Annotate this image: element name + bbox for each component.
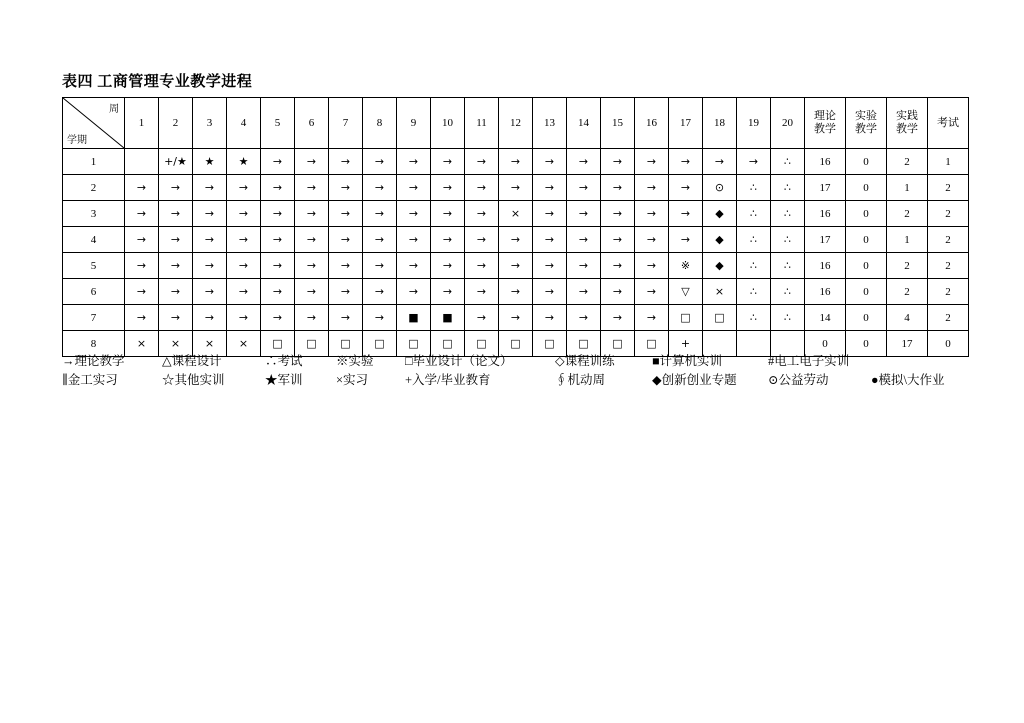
week-cell: → bbox=[363, 227, 397, 253]
week-cell: → bbox=[465, 253, 499, 279]
week-cell: ∴ bbox=[771, 279, 805, 305]
legend-item: ∮机动周 bbox=[555, 373, 606, 387]
summary-cell: 17 bbox=[805, 227, 846, 253]
summary-cell: 2 bbox=[928, 279, 969, 305]
week-cell: ★ bbox=[227, 149, 261, 175]
week-cell: → bbox=[227, 227, 261, 253]
week-cell: → bbox=[431, 175, 465, 201]
week-cell: → bbox=[567, 149, 601, 175]
week-cell: → bbox=[159, 175, 193, 201]
week-header-7: 7 bbox=[329, 98, 363, 149]
week-cell: → bbox=[193, 175, 227, 201]
week-cell: ▽ bbox=[669, 279, 703, 305]
week-cell: → bbox=[295, 149, 329, 175]
week-cell: → bbox=[261, 253, 295, 279]
week-cell: → bbox=[261, 227, 295, 253]
week-cell: → bbox=[261, 279, 295, 305]
week-cell: × bbox=[125, 331, 159, 357]
week-cell: ∴ bbox=[771, 175, 805, 201]
week-cell: □ bbox=[533, 331, 567, 357]
summary-cell: 17 bbox=[887, 331, 928, 357]
week-cell: → bbox=[397, 279, 431, 305]
summary-cell: 2 bbox=[887, 149, 928, 175]
table-row bbox=[63, 253, 969, 279]
week-cell: → bbox=[397, 227, 431, 253]
week-cell: → bbox=[431, 227, 465, 253]
week-cell: □ bbox=[363, 331, 397, 357]
summary-header-exam bbox=[928, 98, 969, 149]
week-cell: ∴ bbox=[771, 305, 805, 331]
summary-header-theory bbox=[805, 98, 846, 149]
week-cell: → bbox=[465, 175, 499, 201]
week-cell: ∴ bbox=[737, 175, 771, 201]
week-cell: → bbox=[703, 149, 737, 175]
legend-item: △课程设计 bbox=[162, 354, 222, 368]
week-header-12: 12 bbox=[499, 98, 533, 149]
week-header-4: 4 bbox=[227, 98, 261, 149]
legend-item: ◇课程训练 bbox=[555, 354, 615, 368]
week-cell: → bbox=[329, 253, 363, 279]
week-cell: → bbox=[397, 175, 431, 201]
summary-cell: 2 bbox=[928, 305, 969, 331]
week-cell: ∴ bbox=[737, 279, 771, 305]
week-cell: → bbox=[329, 305, 363, 331]
week-cell: □ bbox=[635, 331, 669, 357]
week-cell: ∴ bbox=[737, 201, 771, 227]
week-cell: → bbox=[329, 279, 363, 305]
legend-item: ∥金工实习 bbox=[62, 373, 118, 387]
table-row bbox=[63, 201, 969, 227]
summary-cell: 0 bbox=[846, 279, 887, 305]
week-cell: → bbox=[533, 175, 567, 201]
week-cell: → bbox=[499, 305, 533, 331]
week-cell: → bbox=[635, 279, 669, 305]
legend-item: ◆创新创业专题 bbox=[652, 373, 737, 387]
legend-item: ⊙公益劳动 bbox=[768, 373, 829, 387]
summary-cell: 17 bbox=[805, 175, 846, 201]
week-cell: → bbox=[601, 149, 635, 175]
summary-header-experiment-line1: 实验 bbox=[855, 110, 877, 123]
week-cell: → bbox=[193, 279, 227, 305]
week-cell: ◆ bbox=[703, 253, 737, 279]
week-header-9: 9 bbox=[397, 98, 431, 149]
week-cell: ∴ bbox=[737, 227, 771, 253]
summary-cell: 2 bbox=[928, 227, 969, 253]
week-cell: □ bbox=[261, 331, 295, 357]
summary-cell: 0 bbox=[846, 305, 887, 331]
week-cell: → bbox=[193, 227, 227, 253]
week-cell: → bbox=[227, 175, 261, 201]
week-cell: ∴ bbox=[737, 305, 771, 331]
week-cell: □ bbox=[431, 331, 465, 357]
summary-cell: 0 bbox=[846, 201, 887, 227]
legend-item: □毕业设计（论文） bbox=[405, 354, 513, 368]
legend-item: →理论教学 bbox=[62, 354, 125, 368]
term-cell: 5 bbox=[63, 253, 125, 279]
summary-header-practice bbox=[887, 98, 928, 149]
corner-week-label: 周 bbox=[109, 104, 119, 115]
week-cell: → bbox=[295, 279, 329, 305]
legend-item: ∴考试 bbox=[265, 354, 303, 368]
week-cell: × bbox=[499, 201, 533, 227]
week-header-6: 6 bbox=[295, 98, 329, 149]
summary-cell: 16 bbox=[805, 201, 846, 227]
term-cell: 7 bbox=[63, 305, 125, 331]
week-cell: → bbox=[601, 253, 635, 279]
week-cell: → bbox=[397, 201, 431, 227]
summary-header-practice-line1: 实践 bbox=[896, 110, 918, 123]
summary-cell: 2 bbox=[928, 175, 969, 201]
week-header-17: 17 bbox=[669, 98, 703, 149]
summary-header-theory-line2: 教学 bbox=[814, 123, 836, 135]
week-cell: → bbox=[227, 279, 261, 305]
table-row bbox=[63, 227, 969, 253]
table-header-row bbox=[63, 98, 969, 149]
week-cell: → bbox=[159, 227, 193, 253]
term-cell: 2 bbox=[63, 175, 125, 201]
week-cell: □ bbox=[601, 331, 635, 357]
summary-header-experiment bbox=[846, 98, 887, 149]
week-cell: → bbox=[363, 305, 397, 331]
legend-item: ★军训 bbox=[265, 373, 303, 387]
legend-item: ×实习 bbox=[336, 373, 369, 387]
week-cell: → bbox=[465, 305, 499, 331]
week-cell: → bbox=[193, 305, 227, 331]
week-cell: → bbox=[227, 305, 261, 331]
week-cell: → bbox=[125, 279, 159, 305]
week-cell: → bbox=[125, 201, 159, 227]
week-cell: × bbox=[193, 331, 227, 357]
week-cell: → bbox=[295, 227, 329, 253]
week-cell: × bbox=[227, 331, 261, 357]
corner-term-label: 学期 bbox=[67, 135, 87, 146]
week-header-20: 20 bbox=[771, 98, 805, 149]
week-cell: → bbox=[567, 253, 601, 279]
week-cell: → bbox=[193, 253, 227, 279]
week-cell: □ bbox=[397, 331, 431, 357]
week-cell: → bbox=[159, 253, 193, 279]
summary-cell: 0 bbox=[846, 331, 887, 357]
legend-item: ☆其他实训 bbox=[162, 373, 225, 387]
term-cell: 1 bbox=[63, 149, 125, 175]
table-row bbox=[63, 305, 969, 331]
week-cell: → bbox=[431, 253, 465, 279]
week-cell: → bbox=[635, 149, 669, 175]
week-cell: → bbox=[125, 227, 159, 253]
week-header-1: 1 bbox=[125, 98, 159, 149]
week-cell: → bbox=[261, 149, 295, 175]
week-cell: → bbox=[431, 149, 465, 175]
week-cell: → bbox=[159, 201, 193, 227]
week-cell: → bbox=[567, 227, 601, 253]
week-cell: → bbox=[363, 149, 397, 175]
week-cell: → bbox=[363, 279, 397, 305]
term-cell: 3 bbox=[63, 201, 125, 227]
week-cell: → bbox=[193, 201, 227, 227]
summary-cell: 16 bbox=[805, 253, 846, 279]
week-cell: → bbox=[363, 253, 397, 279]
summary-header-practice-line2: 教学 bbox=[896, 123, 918, 135]
summary-cell: 2 bbox=[887, 201, 928, 227]
week-cell: ∴ bbox=[771, 149, 805, 175]
week-cell: ※ bbox=[669, 253, 703, 279]
week-header-15: 15 bbox=[601, 98, 635, 149]
week-header-18: 18 bbox=[703, 98, 737, 149]
week-cell: □ bbox=[465, 331, 499, 357]
week-cell: → bbox=[499, 227, 533, 253]
week-cell: → bbox=[329, 149, 363, 175]
week-cell: → bbox=[533, 149, 567, 175]
table-row bbox=[63, 149, 969, 175]
summary-cell: 2 bbox=[928, 201, 969, 227]
week-cell: × bbox=[159, 331, 193, 357]
summary-header-exam-line1: 考试 bbox=[937, 116, 959, 129]
week-cell: → bbox=[499, 175, 533, 201]
week-cell: → bbox=[635, 227, 669, 253]
week-cell: × bbox=[703, 279, 737, 305]
week-cell: → bbox=[635, 175, 669, 201]
week-cell: → bbox=[261, 201, 295, 227]
week-header-8: 8 bbox=[363, 98, 397, 149]
summary-cell: 0 bbox=[928, 331, 969, 357]
week-header-13: 13 bbox=[533, 98, 567, 149]
week-cell: → bbox=[499, 279, 533, 305]
teaching-schedule-table bbox=[62, 97, 969, 357]
summary-cell: 16 bbox=[805, 149, 846, 175]
week-cell: → bbox=[363, 201, 397, 227]
week-cell: → bbox=[329, 175, 363, 201]
legend-row-1 bbox=[62, 352, 945, 371]
week-cell: → bbox=[601, 175, 635, 201]
week-cell: → bbox=[125, 305, 159, 331]
summary-cell: 14 bbox=[805, 305, 846, 331]
week-cell: → bbox=[431, 201, 465, 227]
week-cell: → bbox=[601, 305, 635, 331]
week-cell: □ bbox=[499, 331, 533, 357]
week-header-3: 3 bbox=[193, 98, 227, 149]
table-body bbox=[63, 149, 969, 357]
week-cell: → bbox=[533, 305, 567, 331]
week-cell: → bbox=[465, 201, 499, 227]
week-cell: → bbox=[635, 253, 669, 279]
legend bbox=[62, 352, 945, 390]
week-cell: ◆ bbox=[703, 227, 737, 253]
week-header-10: 10 bbox=[431, 98, 465, 149]
week-cell: ∴ bbox=[737, 253, 771, 279]
week-header-16: 16 bbox=[635, 98, 669, 149]
week-cell: → bbox=[601, 201, 635, 227]
week-cell: → bbox=[329, 201, 363, 227]
week-cell: □ bbox=[295, 331, 329, 357]
week-cell: □ bbox=[703, 305, 737, 331]
week-cell: → bbox=[533, 253, 567, 279]
week-cell: → bbox=[159, 305, 193, 331]
week-cell: + bbox=[669, 331, 703, 357]
week-cell: → bbox=[363, 175, 397, 201]
week-cell: → bbox=[567, 201, 601, 227]
week-cell: → bbox=[295, 253, 329, 279]
week-cell: ★ bbox=[193, 149, 227, 175]
week-cell: → bbox=[227, 253, 261, 279]
week-header-2: 2 bbox=[159, 98, 193, 149]
legend-item: #电工电子实训 bbox=[768, 354, 850, 368]
week-cell: → bbox=[261, 305, 295, 331]
week-cell: → bbox=[669, 149, 703, 175]
week-cell: → bbox=[567, 279, 601, 305]
week-cell: → bbox=[567, 305, 601, 331]
table-row bbox=[63, 175, 969, 201]
week-cell: → bbox=[125, 253, 159, 279]
week-cell: → bbox=[669, 175, 703, 201]
summary-cell: 2 bbox=[887, 253, 928, 279]
summary-cell: 0 bbox=[846, 227, 887, 253]
legend-item: ■计算机实训 bbox=[652, 354, 723, 368]
week-cell: → bbox=[465, 227, 499, 253]
summary-cell: 0 bbox=[846, 175, 887, 201]
summary-cell: 2 bbox=[887, 279, 928, 305]
week-cell: → bbox=[533, 201, 567, 227]
week-cell: → bbox=[295, 201, 329, 227]
week-cell: → bbox=[635, 201, 669, 227]
legend-item: ●模拟\大作业 bbox=[871, 373, 945, 387]
week-cell: → bbox=[499, 149, 533, 175]
summary-header-theory-line1: 理论 bbox=[814, 110, 836, 123]
week-cell: ⊙ bbox=[703, 175, 737, 201]
table-header bbox=[63, 98, 969, 149]
week-cell: ∴ bbox=[771, 201, 805, 227]
summary-cell: 0 bbox=[846, 253, 887, 279]
week-header-5: 5 bbox=[261, 98, 295, 149]
week-cell: → bbox=[601, 227, 635, 253]
week-cell: □ bbox=[329, 331, 363, 357]
week-cell: ∴ bbox=[771, 227, 805, 253]
week-cell: → bbox=[125, 175, 159, 201]
week-cell: → bbox=[431, 279, 465, 305]
week-cell: → bbox=[533, 279, 567, 305]
week-cell: → bbox=[329, 227, 363, 253]
week-cell: → bbox=[669, 201, 703, 227]
term-cell: 4 bbox=[63, 227, 125, 253]
week-cell: → bbox=[635, 305, 669, 331]
week-cell: → bbox=[295, 305, 329, 331]
week-cell: ◆ bbox=[703, 201, 737, 227]
summary-cell: 1 bbox=[887, 227, 928, 253]
summary-cell: 0 bbox=[805, 331, 846, 357]
week-cell: □ bbox=[567, 331, 601, 357]
week-cell bbox=[125, 149, 159, 175]
summary-cell: 16 bbox=[805, 279, 846, 305]
summary-cell: 2 bbox=[928, 253, 969, 279]
summary-cell: 0 bbox=[846, 149, 887, 175]
table-row bbox=[63, 279, 969, 305]
week-cell: → bbox=[567, 175, 601, 201]
week-cell: → bbox=[601, 279, 635, 305]
corner-header-cell bbox=[63, 98, 125, 149]
week-cell: → bbox=[737, 149, 771, 175]
summary-cell: 4 bbox=[887, 305, 928, 331]
term-cell: 8 bbox=[63, 331, 125, 357]
week-cell: → bbox=[159, 279, 193, 305]
week-cell: → bbox=[227, 201, 261, 227]
week-cell: → bbox=[261, 175, 295, 201]
week-header-11: 11 bbox=[465, 98, 499, 149]
summary-cell: 1 bbox=[928, 149, 969, 175]
week-cell: → bbox=[295, 175, 329, 201]
legend-item: +入学/毕业教育 bbox=[405, 373, 491, 387]
week-cell: □ bbox=[669, 305, 703, 331]
week-header-14: 14 bbox=[567, 98, 601, 149]
week-header-19: 19 bbox=[737, 98, 771, 149]
week-cell: ■ bbox=[397, 305, 431, 331]
week-cell: → bbox=[669, 227, 703, 253]
week-cell: → bbox=[465, 279, 499, 305]
week-cell: ∴ bbox=[771, 253, 805, 279]
week-cell: ■ bbox=[431, 305, 465, 331]
term-cell: 6 bbox=[63, 279, 125, 305]
summary-header-experiment-line2: 教学 bbox=[855, 123, 877, 135]
week-cell: → bbox=[499, 253, 533, 279]
week-cell: → bbox=[465, 149, 499, 175]
page-title: 表四 工商管理专业教学进程 bbox=[62, 74, 253, 90]
week-cell: → bbox=[397, 149, 431, 175]
week-cell: → bbox=[397, 253, 431, 279]
week-cell: → bbox=[533, 227, 567, 253]
legend-row-2 bbox=[62, 371, 945, 390]
summary-cell: 1 bbox=[887, 175, 928, 201]
legend-item: ※实验 bbox=[336, 354, 374, 368]
week-cell: +/★ bbox=[159, 149, 193, 175]
